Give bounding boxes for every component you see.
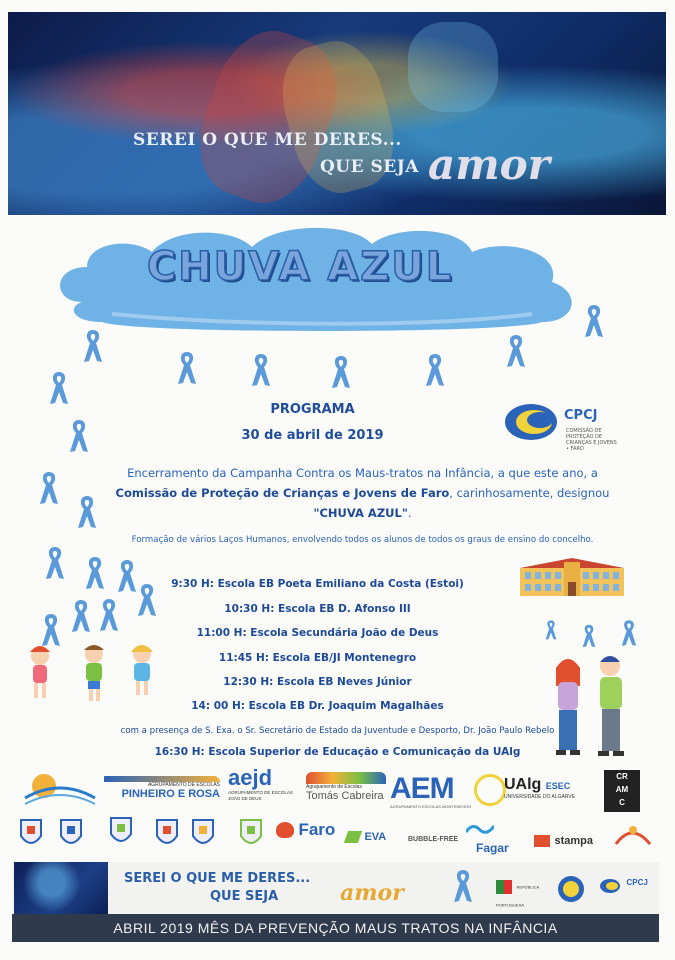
ribbon-icon <box>176 350 198 386</box>
crest-icon <box>58 818 84 850</box>
cpcj-mark-icon <box>600 878 622 894</box>
faro-name: Faro <box>298 820 336 839</box>
pinheiro-small: AGRUPAMENTO DE ESCOLAS <box>147 782 220 788</box>
aem-name: AEM <box>390 772 454 805</box>
stampa-mark-icon <box>534 835 550 847</box>
bottom-amor: amor <box>340 880 404 906</box>
aejd-name: aejd <box>228 765 273 790</box>
ribbon-icon <box>330 354 352 390</box>
wave-icon <box>466 822 494 836</box>
cpcj-subtitle: COMISSÃO DE PROTEÇÃO DE CRIANÇAS E JOVENS • FARO <box>566 428 617 452</box>
heart-icon <box>276 822 294 838</box>
ribbon-icon <box>583 303 605 339</box>
crest-icon <box>108 816 134 848</box>
ribbon-icon <box>38 470 60 506</box>
banner-line1: SEREI O QUE ME DERES... <box>133 130 402 150</box>
intro-part1: Encerramento da Campanha Contra os Maus-tratos na Infância, a que este ano, a <box>127 466 598 480</box>
bottom-line1: SEREI O QUE ME DERES... <box>124 871 311 886</box>
forum-algarve-logo <box>612 820 654 850</box>
cpcj-small-logo <box>600 878 654 902</box>
footer-text: ABRIL 2019 MÊS DA PREVENÇÃO MAUS TRATOS NA INFÂNCIA <box>113 920 558 936</box>
crest-icon <box>18 818 44 850</box>
page-title: CHUVA AZUL <box>146 244 454 290</box>
ribbon-icon <box>48 370 70 406</box>
program-date: 30 de abril de 2019 <box>241 428 384 443</box>
schedule-item: 9:30 H: Escola EB Poeta Emiliano da Costa (Estoi) <box>171 578 464 590</box>
ualg-esec-logo <box>504 776 600 816</box>
intro-text <box>90 463 635 523</box>
fagar-logo <box>466 822 528 855</box>
ribbon-icon <box>250 352 272 388</box>
schedule-item: 14: 00 H: Escola EB Dr. Joaquim Magalhães <box>191 700 444 712</box>
presenca-text: com a presença de S. Exa. o Sr. Secretário de Estado da Juventude e Desporto, Dr. João Paulo Rebelo <box>120 726 555 736</box>
stampa-logo <box>534 832 598 850</box>
schedule-item: 10:30 H: Escola EB D. Afonso III <box>224 603 411 615</box>
republica-name: REPÚBLICA PORTUGUESA <box>496 884 539 908</box>
seal-logo <box>556 874 586 904</box>
fagar-name: Fagar <box>476 841 509 855</box>
ribbon-icon <box>505 333 527 369</box>
program-heading: PROGRAMA <box>270 402 355 417</box>
faro-logo <box>276 820 338 848</box>
ualg-subtitle: UNIVERSIDADE DO ALGARVE <box>504 794 576 800</box>
schedule-item: 11:00 H: Escola Secundária João de Deus <box>196 627 439 639</box>
intro-end: . <box>407 506 412 520</box>
cramc-line: CR <box>616 772 628 781</box>
intro-commission: Comissão de Proteção de Crianças e Jovens de Faro <box>115 486 450 500</box>
crest-icon <box>154 818 180 850</box>
footer-bar <box>12 914 659 942</box>
intro-part2: , carinhosamente, designou <box>449 486 610 500</box>
aem-subtitle: AGRUPAMENTO ESCOLAS MONTENEGRO <box>390 804 472 809</box>
stampa-name: stampa <box>554 834 593 847</box>
ribbon-icon <box>452 868 476 908</box>
cpcj-name: CPCJ <box>564 408 598 423</box>
eva-mark-icon <box>344 831 362 843</box>
schedule-item: 11:45 H: Escola EB/JI Montenegro <box>218 652 417 664</box>
aejd-subtitle: AGRUPAMENTO DE ESCOLAS JOÃO DE DEUS <box>228 790 293 801</box>
formacao-text: Formação de vários Laços Humanos, envolvendo todos os alunos de todos os graus de ensino do concelho. <box>131 535 594 545</box>
cpcj-small-name: CPCJ <box>626 878 648 887</box>
teens-illustration <box>548 652 638 764</box>
cramc-line: AM <box>615 785 629 794</box>
crest-icon <box>190 818 216 850</box>
ribbon-icon <box>82 328 104 364</box>
schedule-final: 16:30 H: Escola Superior de Educação e Comunicação da UAlg <box>154 746 521 758</box>
aem-circle-icon <box>474 774 506 806</box>
aejd-logo <box>228 766 300 810</box>
ribbon-icon <box>44 545 66 581</box>
republica-logo <box>496 878 546 908</box>
banner-amor: amor <box>428 140 550 189</box>
eva-name: EVA <box>364 830 387 843</box>
bubble-free-logo: BUBBLE-FREE <box>408 836 459 843</box>
ribbon-icon <box>424 352 446 388</box>
intro-quote: "CHUVA AZUL" <box>313 506 408 520</box>
pinheiro-name: PINHEIRO E ROSA <box>121 788 220 800</box>
flag-red-icon <box>504 880 512 894</box>
tomas-name: Tomás Cabreira <box>306 790 384 802</box>
bottom-line2: QUE SEJA <box>210 889 279 904</box>
bottom-banner-image <box>14 862 108 914</box>
municipality-logo <box>20 768 98 812</box>
pinheiro-rosa-logo <box>104 776 220 812</box>
tomas-cabreira-logo <box>306 772 386 812</box>
eva-logo <box>346 828 402 850</box>
tomas-small: Agrupamento de Escolas <box>306 784 362 790</box>
banner-line2: QUE SEJA <box>320 157 419 177</box>
header-banner <box>8 12 666 215</box>
children-illustration <box>18 638 168 708</box>
cramc-line: C <box>619 798 625 807</box>
esec-name: ESEC <box>545 781 571 791</box>
cramc-logo <box>604 770 640 812</box>
flag-green-icon <box>496 880 504 894</box>
schedule-item: 12:30 H: Escola EB Neves Júnior <box>223 676 412 688</box>
ualg-name: UAlg <box>504 776 542 793</box>
crest-icon <box>238 818 264 850</box>
